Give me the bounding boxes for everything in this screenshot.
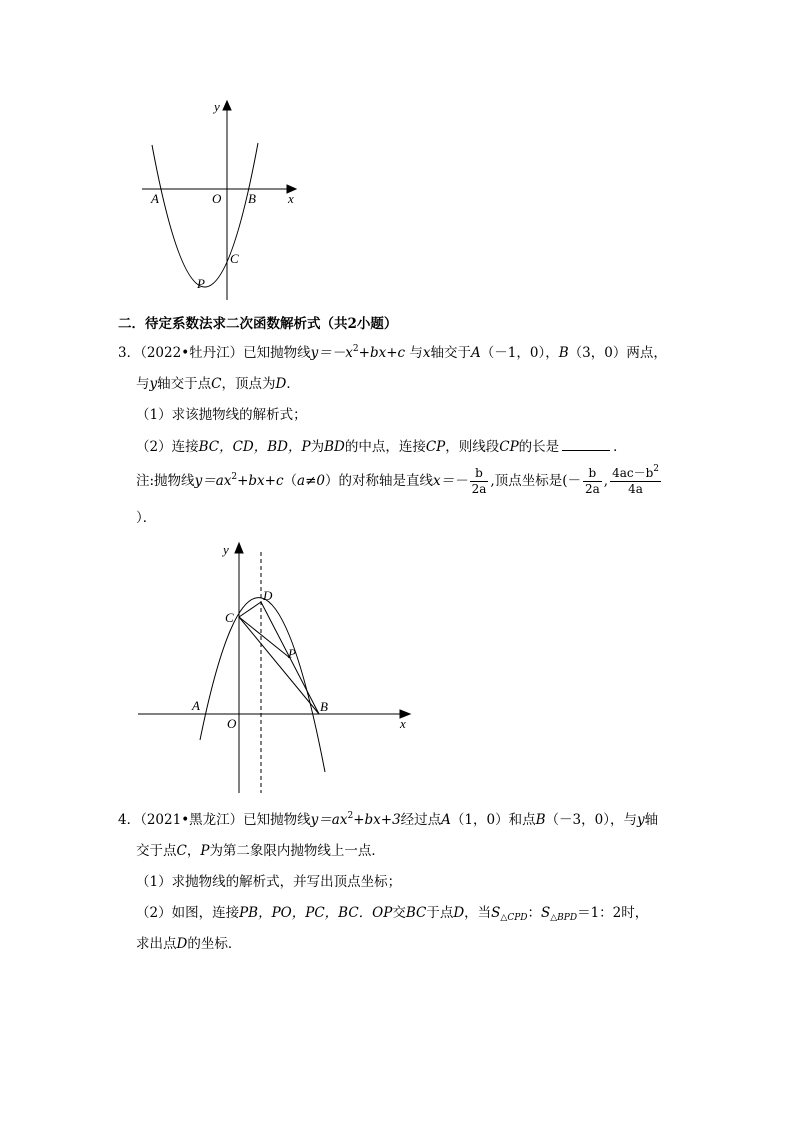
fig2-segment-CP	[239, 617, 290, 658]
fig2-label-C: C	[225, 610, 234, 625]
fig2-label-O: O	[227, 716, 237, 731]
fig2-label-A: A	[192, 698, 200, 713]
fig2-y-arrow	[235, 543, 243, 553]
section-2-title: 二．待定系数法求二次函数解析式（共2小题）	[118, 316, 398, 332]
q3-part1: （1）求该抛物线的解析式；	[136, 407, 307, 423]
figure-1-parabola	[130, 95, 310, 305]
fig1-y-arrow	[223, 101, 231, 110]
fig2-x-label: x	[400, 716, 406, 731]
q4-line2: 交于点C，P为第二象限内抛物线上一点．	[136, 843, 385, 859]
q4-part2: （2）如图，连接PB，PO，PC，BC．OP交BC于点D，当$S_{\triangle CPD}$：$S_{\triangle BPD}=1$：2时，	[136, 905, 649, 923]
answer-blank	[562, 437, 610, 451]
q4-part1: （1）求抛物线的解析式，并写出顶点坐标；	[136, 874, 402, 890]
q3-part2: （2）连接BC，CD，BD，P为BD的中点，连接CP，则线段CP的长是 ．	[136, 439, 627, 455]
fig2-label-D: D	[263, 588, 273, 603]
fig1-label-O: O	[212, 191, 222, 206]
q3-note: 注:抛物线$y=ax^2+bx+c(a\ne 0)$的对称轴是直线x＝－ $\frac{b}{2a}$ ,顶点坐标是(－ $\frac{b}{2a}$ , $\frac{4ac-b^2}{4a}$	[136, 464, 660, 496]
fraction-vertex-y: $\frac{4ac-b^2}{4a}$	[612, 464, 660, 496]
fig2-y-label: y	[223, 542, 229, 557]
fig1-x-label: x	[288, 191, 294, 206]
q3-line1: 3．（2022•牡丹江）已知抛物线$y=-x^2+bx+c$ 与x轴交于A（－1，0），B（3，0）两点，	[118, 344, 667, 361]
fraction-b-over-2a: $\frac{b}{2a}$	[471, 466, 487, 496]
fig2-segment-CB	[239, 617, 319, 714]
fig1-label-B: B	[248, 191, 256, 206]
figure-2-parabola	[130, 540, 420, 800]
fig1-parabola-curve	[152, 143, 258, 287]
q3-line2: 与y轴交于点C，顶点为D．	[136, 376, 300, 392]
fig1-y-label: y	[214, 99, 220, 114]
fig1-label-A: A	[151, 191, 159, 206]
fig2-label-P: P	[288, 646, 296, 661]
fig1-label-P: P	[197, 276, 205, 291]
fraction-b-over-2a-2: $\frac{b}{2a}$	[584, 466, 600, 496]
q4-line-last: 求出点D的坐标．	[136, 936, 242, 952]
fig2-parabola-curve	[200, 598, 325, 772]
q4-line1: 4．（2021•黑龙江）已知抛物线$y=ax^2+bx+3$经过点A（1，0）和点B（－3，0），与y轴	[118, 811, 659, 828]
q3-note-end: ）．	[136, 510, 157, 526]
fig2-label-B: B	[320, 699, 328, 714]
fig1-label-C: C	[230, 251, 239, 266]
fig2-segment-CD	[239, 602, 261, 617]
